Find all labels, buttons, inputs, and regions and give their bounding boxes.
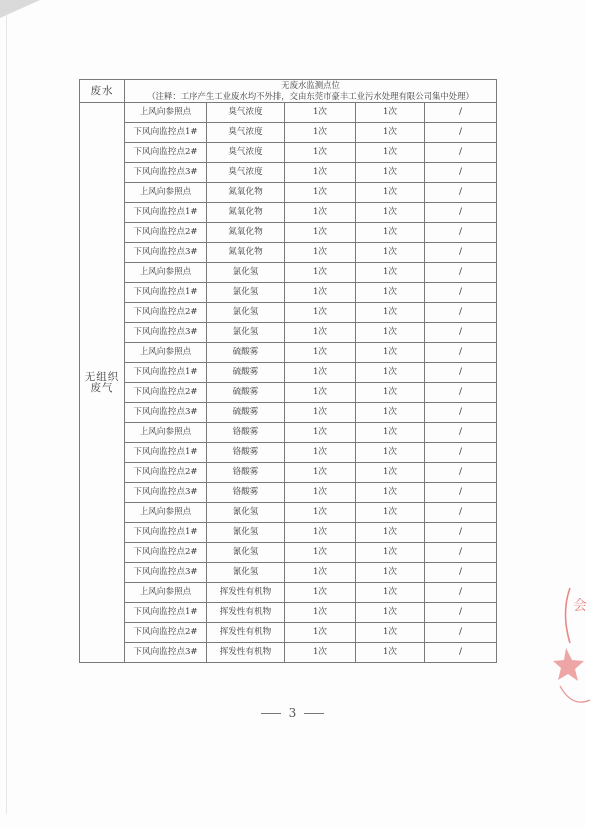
monitoring-row — [80, 283, 497, 303]
pollutant-cell: 臭气浓度 — [207, 163, 285, 183]
pollutant-cell: 挥发性有机物 — [207, 603, 285, 623]
monitoring-point-cell: 下风向监控点1# — [125, 123, 207, 143]
frequency-b-cell: 1次 — [356, 383, 425, 403]
not-applicable-cell: / — [425, 463, 497, 483]
monitoring-row — [80, 123, 497, 143]
frequency-b-cell: 1次 — [356, 503, 425, 523]
frequency-a-cell: 1次 — [285, 423, 356, 443]
wastewater-info-cell — [125, 80, 497, 103]
frequency-a-cell: 1次 — [285, 223, 356, 243]
not-applicable-cell: / — [425, 343, 497, 363]
not-applicable-cell: / — [425, 183, 497, 203]
frequency-b-cell: 1次 — [356, 423, 425, 443]
monitoring-row — [80, 383, 497, 403]
frequency-b-cell: 1次 — [356, 183, 425, 203]
monitoring-point-cell: 上风向参照点 — [125, 503, 207, 523]
monitoring-point-cell: 上风向参照点 — [125, 183, 207, 203]
frequency-b-cell: 1次 — [356, 123, 425, 143]
frequency-b-cell: 1次 — [356, 203, 425, 223]
not-applicable-cell: / — [425, 203, 497, 223]
frequency-a-cell: 1次 — [285, 443, 356, 463]
monitoring-point-cell: 下风向监控点1# — [125, 603, 207, 623]
frequency-b-cell: 1次 — [356, 603, 425, 623]
page-number-left-dash — [261, 713, 281, 714]
frequency-a-cell: 1次 — [285, 263, 356, 283]
not-applicable-cell: / — [425, 303, 497, 323]
fugitive-category-line2: 废气 — [90, 381, 114, 394]
monitoring-point-cell: 下风向监控点2# — [125, 543, 207, 563]
frequency-a-cell: 1次 — [285, 203, 356, 223]
monitoring-point-cell: 下风向监控点1# — [125, 283, 207, 303]
not-applicable-cell: / — [425, 263, 497, 283]
not-applicable-cell: / — [425, 403, 497, 423]
monitoring-point-cell: 下风向监控点1# — [125, 443, 207, 463]
not-applicable-cell: / — [425, 423, 497, 443]
monitoring-row — [80, 603, 497, 623]
monitoring-point-cell: 下风向监控点3# — [125, 643, 207, 663]
monitoring-table — [79, 79, 497, 663]
pollutant-cell: 硫酸雾 — [207, 343, 285, 363]
not-applicable-cell: / — [425, 363, 497, 383]
pollutant-cell: 氯化氢 — [207, 303, 285, 323]
pollutant-cell: 氮氧化物 — [207, 203, 285, 223]
monitoring-row — [80, 343, 497, 363]
monitoring-point-cell: 下风向监控点3# — [125, 483, 207, 503]
pollutant-cell: 铬酸雾 — [207, 483, 285, 503]
pollutant-cell: 氮氧化物 — [207, 223, 285, 243]
monitoring-row — [80, 323, 497, 343]
monitoring-row — [80, 623, 497, 643]
not-applicable-cell: / — [425, 323, 497, 343]
frequency-a-cell: 1次 — [285, 383, 356, 403]
frequency-b-cell: 1次 — [356, 363, 425, 383]
monitoring-point-cell: 下风向监控点1# — [125, 203, 207, 223]
frequency-a-cell: 1次 — [285, 183, 356, 203]
page-number — [0, 706, 585, 720]
frequency-a-cell: 1次 — [285, 503, 356, 523]
monitoring-row — [80, 503, 497, 523]
monitoring-row — [80, 523, 497, 543]
not-applicable-cell: / — [425, 623, 497, 643]
frequency-b-cell: 1次 — [356, 283, 425, 303]
monitoring-row — [80, 583, 497, 603]
monitoring-point-cell: 上风向参照点 — [125, 423, 207, 443]
pollutant-cell: 氯化氢 — [207, 323, 285, 343]
frequency-b-cell: 1次 — [356, 403, 425, 423]
not-applicable-cell: / — [425, 103, 497, 123]
frequency-a-cell: 1次 — [285, 103, 356, 123]
frequency-b-cell: 1次 — [356, 163, 425, 183]
monitoring-row — [80, 423, 497, 443]
frequency-b-cell: 1次 — [356, 343, 425, 363]
frequency-b-cell: 1次 — [356, 263, 425, 283]
wastewater-note: （注释：工序产生工业废水均不外排，交由东莞市豪丰工业污水处理有限公司集中处理） — [147, 91, 474, 101]
frequency-a-cell: 1次 — [285, 283, 356, 303]
wastewater-row — [80, 80, 497, 103]
frequency-a-cell: 1次 — [285, 603, 356, 623]
pollutant-cell: 铬酸雾 — [207, 463, 285, 483]
pollutant-cell: 氮氧化物 — [207, 183, 285, 203]
monitoring-row — [80, 263, 497, 283]
frequency-a-cell: 1次 — [285, 643, 356, 663]
monitoring-row — [80, 143, 497, 163]
pollutant-cell: 挥发性有机物 — [207, 643, 285, 663]
monitoring-point-cell: 下风向监控点1# — [125, 363, 207, 383]
scan-edge-line — [6, 14, 7, 814]
monitoring-point-cell: 下风向监控点2# — [125, 223, 207, 243]
fugitive-category-line1: 无组织 — [84, 370, 120, 383]
not-applicable-cell: / — [425, 383, 497, 403]
monitoring-point-cell: 下风向监控点2# — [125, 623, 207, 643]
frequency-a-cell: 1次 — [285, 243, 356, 263]
monitoring-row — [80, 243, 497, 263]
not-applicable-cell: / — [425, 143, 497, 163]
frequency-a-cell: 1次 — [285, 523, 356, 543]
page-number-text: 3 — [288, 706, 297, 720]
monitoring-row — [80, 463, 497, 483]
frequency-b-cell: 1次 — [356, 103, 425, 123]
not-applicable-cell: / — [425, 603, 497, 623]
frequency-a-cell: 1次 — [285, 623, 356, 643]
monitoring-point-cell: 上风向参照点 — [125, 103, 207, 123]
frequency-b-cell: 1次 — [356, 543, 425, 563]
frequency-a-cell: 1次 — [285, 463, 356, 483]
monitoring-point-cell: 下风向监控点2# — [125, 143, 207, 163]
not-applicable-cell: / — [425, 503, 497, 523]
monitoring-row — [80, 203, 497, 223]
frequency-b-cell: 1次 — [356, 463, 425, 483]
svg-text:会: 会 — [573, 598, 587, 614]
frequency-b-cell: 1次 — [356, 323, 425, 343]
frequency-b-cell: 1次 — [356, 483, 425, 503]
monitoring-row — [80, 643, 497, 663]
not-applicable-cell: / — [425, 483, 497, 503]
monitoring-row — [80, 163, 497, 183]
pollutant-cell: 氯化氢 — [207, 283, 285, 303]
monitoring-point-cell: 下风向监控点2# — [125, 463, 207, 483]
monitoring-point-cell: 上风向参照点 — [125, 583, 207, 603]
pollutant-cell: 氰化氢 — [207, 503, 285, 523]
frequency-a-cell: 1次 — [285, 563, 356, 583]
pollutant-cell: 铬酸雾 — [207, 443, 285, 463]
frequency-a-cell: 1次 — [285, 303, 356, 323]
frequency-a-cell: 1次 — [285, 143, 356, 163]
frequency-a-cell: 1次 — [285, 543, 356, 563]
pollutant-cell: 臭气浓度 — [207, 103, 285, 123]
frequency-b-cell: 1次 — [356, 143, 425, 163]
frequency-a-cell: 1次 — [285, 483, 356, 503]
frequency-a-cell: 1次 — [285, 363, 356, 383]
monitoring-point-cell: 下风向监控点2# — [125, 303, 207, 323]
frequency-a-cell: 1次 — [285, 123, 356, 143]
pollutant-cell: 硫酸雾 — [207, 403, 285, 423]
pollutant-cell: 氰化氢 — [207, 543, 285, 563]
pollutant-cell: 臭气浓度 — [207, 143, 285, 163]
monitoring-point-cell: 上风向参照点 — [125, 263, 207, 283]
not-applicable-cell: / — [425, 583, 497, 603]
frequency-a-cell: 1次 — [285, 343, 356, 363]
monitoring-row — [80, 223, 497, 243]
wastewater-title: 无废水监测点位 — [281, 80, 340, 90]
frequency-b-cell: 1次 — [356, 523, 425, 543]
fugitive-category-cell — [80, 103, 125, 663]
pollutant-cell: 挥发性有机物 — [207, 623, 285, 643]
pollutant-cell: 铬酸雾 — [207, 423, 285, 443]
pollutant-cell: 氯化氢 — [207, 263, 285, 283]
monitoring-row — [80, 483, 497, 503]
not-applicable-cell: / — [425, 563, 497, 583]
monitoring-point-cell: 下风向监控点1# — [125, 523, 207, 543]
not-applicable-cell: / — [425, 223, 497, 243]
frequency-b-cell: 1次 — [356, 443, 425, 463]
monitoring-point-cell: 下风向监控点3# — [125, 563, 207, 583]
monitoring-row — [80, 363, 497, 383]
page-number-right-dash — [304, 713, 324, 714]
frequency-b-cell: 1次 — [356, 583, 425, 603]
pollutant-cell: 氮氧化物 — [207, 243, 285, 263]
pollutant-cell: 氰化氢 — [207, 563, 285, 583]
pollutant-cell: 硫酸雾 — [207, 363, 285, 383]
not-applicable-cell: / — [425, 543, 497, 563]
pollutant-cell: 硫酸雾 — [207, 383, 285, 403]
monitoring-point-cell: 下风向监控点3# — [125, 243, 207, 263]
monitoring-row — [80, 183, 497, 203]
frequency-b-cell: 1次 — [356, 623, 425, 643]
frequency-b-cell: 1次 — [356, 223, 425, 243]
frequency-b-cell: 1次 — [356, 303, 425, 323]
monitoring-row — [80, 403, 497, 423]
not-applicable-cell: / — [425, 123, 497, 143]
monitoring-point-cell: 下风向监控点3# — [125, 323, 207, 343]
monitoring-point-cell: 下风向监控点3# — [125, 163, 207, 183]
frequency-a-cell: 1次 — [285, 403, 356, 423]
monitoring-row — [80, 103, 497, 123]
pollutant-cell: 氰化氢 — [207, 523, 285, 543]
not-applicable-cell: / — [425, 243, 497, 263]
monitoring-point-cell: 下风向监控点2# — [125, 383, 207, 403]
frequency-b-cell: 1次 — [356, 243, 425, 263]
frequency-b-cell: 1次 — [356, 563, 425, 583]
not-applicable-cell: / — [425, 163, 497, 183]
monitoring-row — [80, 563, 497, 583]
frequency-a-cell: 1次 — [285, 323, 356, 343]
monitoring-row — [80, 443, 497, 463]
monitoring-row — [80, 543, 497, 563]
pollutant-cell: 挥发性有机物 — [207, 583, 285, 603]
not-applicable-cell: / — [425, 523, 497, 543]
frequency-a-cell: 1次 — [285, 163, 356, 183]
not-applicable-cell: / — [425, 283, 497, 303]
frequency-b-cell: 1次 — [356, 643, 425, 663]
monitoring-point-cell: 下风向监控点3# — [125, 403, 207, 423]
monitoring-row — [80, 303, 497, 323]
not-applicable-cell: / — [425, 443, 497, 463]
monitoring-point-cell: 上风向参照点 — [125, 343, 207, 363]
not-applicable-cell: / — [425, 643, 497, 663]
wastewater-category-cell: 废水 — [80, 80, 125, 103]
pollutant-cell: 臭气浓度 — [207, 123, 285, 143]
red-seal-stamp-fragment — [558, 568, 598, 718]
frequency-a-cell: 1次 — [285, 583, 356, 603]
